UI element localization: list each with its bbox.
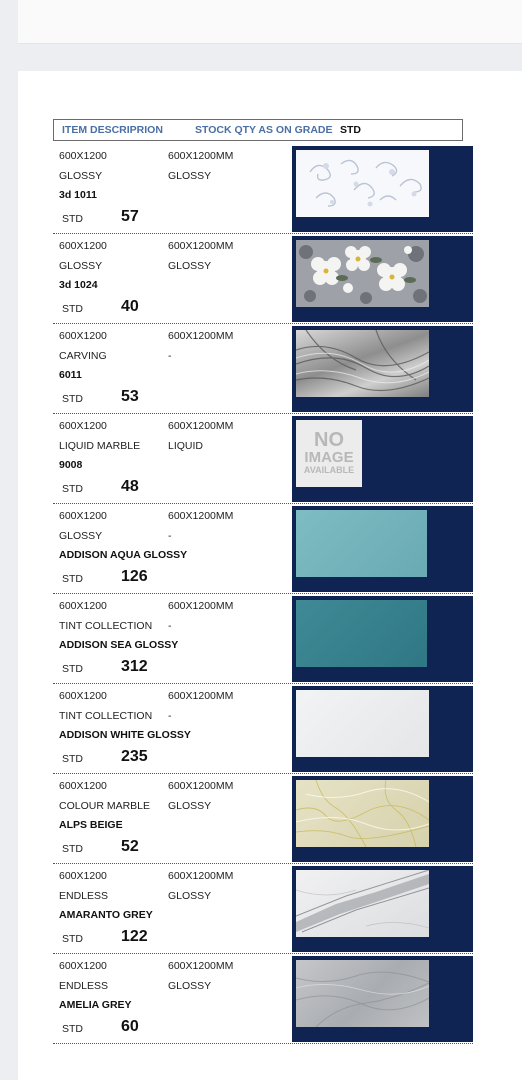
item-size: 600X1200: [59, 150, 107, 162]
item-size: 600X1200: [59, 330, 107, 342]
item-qty: 52: [121, 838, 139, 855]
item-grade: STD: [62, 483, 83, 495]
table-row: [53, 686, 473, 774]
item-finish-secondary: GLOSSY: [168, 800, 212, 812]
item-grade: STD: [62, 843, 83, 855]
item-code: ADDISON AQUA GLOSSY: [59, 549, 188, 561]
item-size: 600X1200: [59, 420, 107, 432]
item-grade: STD: [62, 393, 83, 405]
item-grade: STD: [62, 573, 83, 585]
item-size: 600X1200: [59, 240, 107, 252]
item-size-mm: 600X1200MM: [168, 690, 234, 702]
item-qty: 53: [121, 388, 139, 405]
item-finish: GLOSSY: [59, 260, 103, 272]
item-size-mm: 600X1200MM: [168, 510, 234, 522]
item-size: 600X1200: [59, 960, 107, 972]
item-qty: 235: [121, 748, 148, 765]
item-code: ALPS BEIGE: [59, 819, 123, 831]
table-row: [53, 506, 473, 594]
item-code: AMELIA GREY: [59, 999, 132, 1011]
item-qty: 40: [121, 298, 139, 315]
item-finish-secondary: -: [168, 710, 172, 722]
item-size-mm: 600X1200MM: [168, 600, 234, 612]
item-size-mm: 600X1200MM: [168, 150, 234, 162]
item-size-mm: 600X1200MM: [168, 960, 234, 972]
tile-image: [296, 510, 427, 577]
item-finish: ENDLESS: [59, 980, 109, 992]
tile-image: [296, 600, 427, 667]
no-image-line2: IMAGE: [304, 449, 354, 466]
tile-image-panel: [292, 506, 473, 592]
tile-image-panel: [292, 416, 473, 502]
tile-image-panel: [292, 956, 473, 1042]
item-size-mm: 600X1200MM: [168, 330, 234, 342]
item-code: ADDISON WHITE GLOSSY: [59, 729, 191, 741]
tile-image: [296, 150, 429, 217]
item-finish: COLOUR MARBLE: [59, 800, 151, 812]
tile-image: [296, 690, 429, 757]
tile-image-panel: [292, 596, 473, 682]
item-finish-secondary: GLOSSY: [168, 170, 212, 182]
table-row: [53, 776, 473, 864]
item-size: 600X1200: [59, 510, 107, 522]
item-finish-secondary: -: [168, 620, 172, 632]
top-card: [18, 0, 522, 44]
no-image-line1: NO: [314, 429, 344, 451]
table-row: [53, 146, 473, 234]
tile-image-panel: [292, 236, 473, 322]
tile-image-panel: [292, 686, 473, 772]
tile-image-panel: [292, 776, 473, 862]
table-header: [53, 119, 463, 141]
item-grade: STD: [62, 753, 83, 765]
table-row: [53, 326, 473, 414]
item-code: 6011: [59, 369, 82, 381]
header-stock-qty: STOCK QTY AS ON GRADE: [195, 124, 333, 136]
item-grade: STD: [62, 303, 83, 315]
item-finish: GLOSSY: [59, 530, 103, 542]
tile-image: [296, 960, 429, 1027]
item-finish: TINT COLLECTION: [59, 620, 153, 632]
item-size-mm: 600X1200MM: [168, 780, 234, 792]
tile-image-panel: [292, 146, 473, 232]
item-grade: STD: [62, 663, 83, 675]
item-size-mm: 600X1200MM: [168, 420, 234, 432]
item-code: ADDISON SEA GLOSSY: [59, 639, 179, 651]
item-finish-secondary: GLOSSY: [168, 260, 212, 272]
tile-image: [296, 870, 429, 937]
item-grade: STD: [62, 1023, 83, 1035]
item-code: 3d 1011: [59, 189, 97, 201]
item-qty: 126: [121, 568, 148, 585]
item-qty: 48: [121, 478, 139, 495]
item-finish-secondary: -: [168, 350, 172, 362]
item-size-mm: 600X1200MM: [168, 870, 234, 882]
header-grade: STD: [340, 124, 361, 136]
item-finish: CARVING: [59, 350, 107, 362]
item-size: 600X1200: [59, 600, 107, 612]
item-code: 9008: [59, 459, 83, 471]
item-qty: 122: [121, 928, 148, 945]
table-row: [53, 416, 473, 504]
table-row: [53, 236, 473, 324]
item-qty: 57: [121, 208, 139, 225]
item-finish-secondary: GLOSSY: [168, 890, 212, 902]
item-finish: TINT COLLECTION: [59, 710, 153, 722]
table-row: [53, 866, 473, 954]
item-qty: 312: [121, 658, 148, 675]
tile-image-panel: [292, 866, 473, 952]
item-size: 600X1200: [59, 780, 107, 792]
tile-image: [296, 780, 429, 847]
item-code: 3d 1024: [59, 279, 98, 291]
table-row: [53, 596, 473, 684]
tile-image: [296, 240, 429, 307]
tile-image-panel: [292, 326, 473, 412]
item-finish-secondary: GLOSSY: [168, 980, 212, 992]
item-grade: STD: [62, 213, 83, 225]
item-qty: 60: [121, 1018, 139, 1035]
no-image-placeholder: [296, 420, 362, 487]
header-item-description: ITEM DESCRIPRION: [62, 124, 163, 136]
item-size: 600X1200: [59, 870, 107, 882]
item-finish: ENDLESS: [59, 890, 109, 902]
item-code: AMARANTO GREY: [59, 909, 153, 921]
item-finish: LIQUID MARBLE: [59, 440, 141, 452]
item-finish-secondary: -: [168, 530, 172, 542]
table-row: [53, 956, 473, 1044]
item-grade: STD: [62, 933, 83, 945]
item-finish-secondary: LIQUID: [168, 440, 204, 452]
item-finish: GLOSSY: [59, 170, 103, 182]
tile-image: [296, 330, 429, 397]
item-size-mm: 600X1200MM: [168, 240, 234, 252]
item-size: 600X1200: [59, 690, 107, 702]
no-image-line3: AVAILABLE: [303, 465, 355, 475]
